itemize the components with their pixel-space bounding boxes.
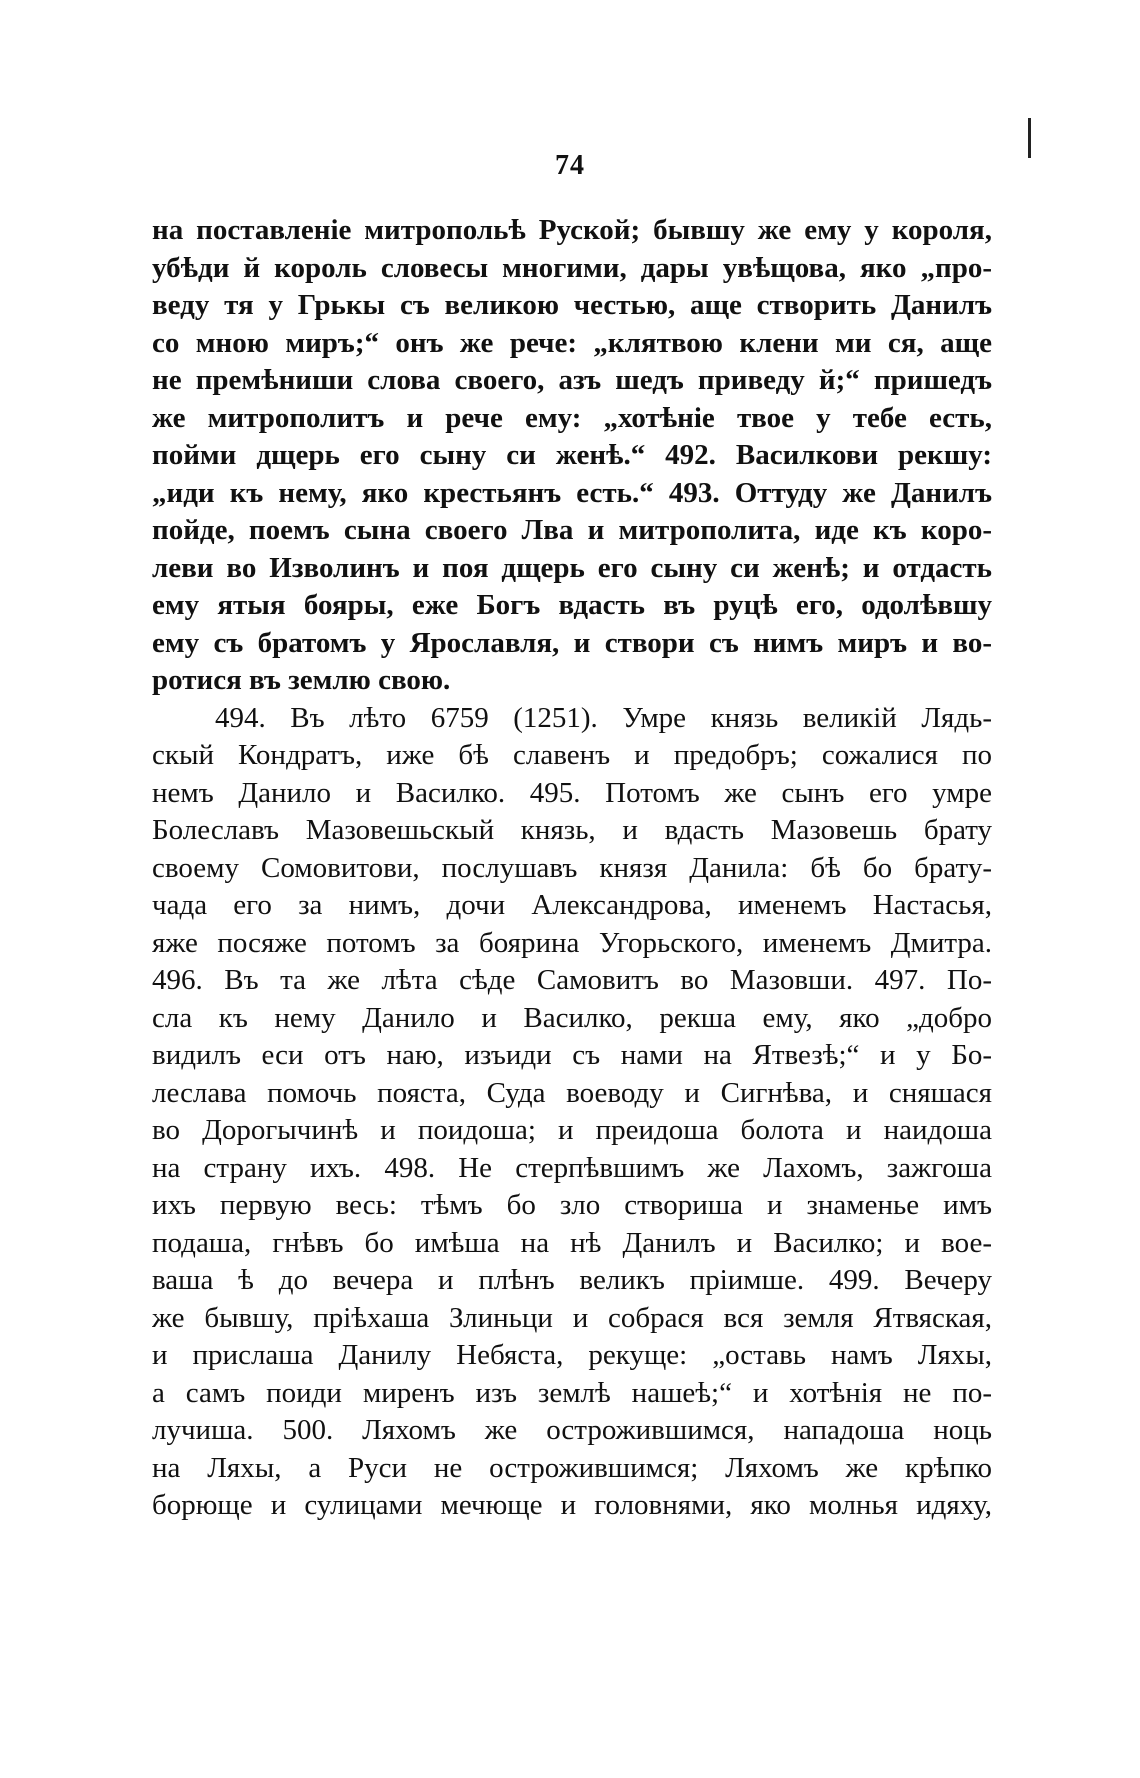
text-line: леслава помочь пояста, Суда воеводу и Сигнѣва, и сняшася	[152, 1076, 992, 1109]
text-line: 496. Въ та же лѣта сѣде Самовитъ во Мазовши. 497. По-	[152, 964, 992, 996]
text-line: не премѣниши слова своего, азъ шедъ приведу й;“ пришедъ	[152, 364, 992, 396]
text-line: Болеславъ Мазовешьскый князь, и вдасть Мазовешь брату	[152, 814, 992, 846]
text-line: ему съ братомъ у Ярославля, и створи съ нимъ миръ и во-	[152, 626, 992, 659]
text-line: ему ятыя бояры, еже Богъ вдасть въ руцѣ его, одолѣвшу	[152, 589, 992, 621]
text-line: во Дорогычинѣ и поидоша; и преидоша болота и наидоша	[152, 1114, 992, 1146]
text-line: „иди къ нему, яко крестьянъ есть.“ 493. Оттуду же Данилъ	[152, 476, 992, 509]
text-line: а самъ поиди миренъ изъ землѣ нашеѣ;“ и хотѣнія не по-	[152, 1376, 992, 1409]
paragraph-start-line: 494. Въ лѣто 6759 (1251). Умре князь великій Лядь-	[215, 701, 992, 734]
text-line: же митрополитъ и рече ему: „хотѣніе твое у тебе есть,	[152, 401, 992, 434]
text-line: немъ Данило и Василко. 495. Потомъ же сынъ его умре	[152, 776, 992, 809]
text-line: скый Кондратъ, иже бѣ славенъ и предобръ; сожалися по	[152, 739, 992, 771]
text-line: ваша ѣ до вечера и плѣнъ великъ пріимше. 499. Вечеру	[152, 1264, 992, 1296]
text-line: сла къ нему Данило и Василко, рекша ему, яко „добро	[152, 1001, 992, 1034]
text-line: и прислаша Данилу Небяста, рекуще: „оставь намъ Ляхы,	[152, 1339, 992, 1371]
text-line: своему Сомовитови, послушавъ князя Данила: бѣ бо брату-	[152, 851, 992, 884]
margin-mark	[1028, 118, 1031, 158]
text-line: веду тя у Грькы съ великою честью, аще створить Данилъ	[152, 289, 992, 321]
text-line: лучиша. 500. Ляхомъ же острожившимся, нападоша ноць	[152, 1414, 992, 1446]
text-line: со мною миръ;“ онъ же рече: „клятвою клени ми ся, аще	[152, 326, 992, 359]
text-line: на поставленіе митропольѣ Руской; бывшу же ему у короля,	[152, 214, 992, 246]
text-line: леви во Изволинъ и поя дщерь его сыну си женѣ; и отдасть	[152, 551, 992, 584]
text-line: чада его за нимъ, дочи Александрова, именемъ Настасья,	[152, 889, 992, 921]
text-line: пойми дщерь его сыну си женѣ.“ 492. Василкови рекшу:	[152, 439, 992, 471]
body-text	[152, 212, 992, 1525]
text-line: убѣди й король словесы многими, дары увѣщова, яко „про-	[152, 251, 992, 284]
text-line: видилъ еси отъ наю, изъиди съ нами на Ятвезѣ;“ и у Бо-	[152, 1039, 992, 1071]
text-line: на Ляхы, а Руси не острожившимся; Ляхомъ же крѣпко	[152, 1451, 992, 1484]
text-line: ихъ первую весь: тѣмъ бо зло створиша и знаменье имъ	[152, 1189, 992, 1221]
text-line: подаша, гнѣвъ бо имѣша на нѣ Данилъ и Василко; и вое-	[152, 1226, 992, 1259]
text-line: яже посяже потомъ за боярина Угорьского, именемъ Дмитра.	[152, 926, 992, 959]
text-line: пойде, поемъ сына своего Лва и митрополита, иде къ коро-	[152, 514, 992, 546]
text-line: же бывшу, пріѣхаша Злиньци и собрася вся земля Ятвяская,	[152, 1301, 992, 1334]
page-number: 74	[555, 150, 585, 181]
text-line: на страну ихъ. 498. Не стерпѣвшимъ же Лахомъ, зажгоша	[152, 1151, 992, 1184]
text-line: ротися въ землю свою.	[152, 664, 451, 696]
text-line: борюще и сулицами мечюще и головнями, яко молнья идяху,	[152, 1489, 992, 1521]
